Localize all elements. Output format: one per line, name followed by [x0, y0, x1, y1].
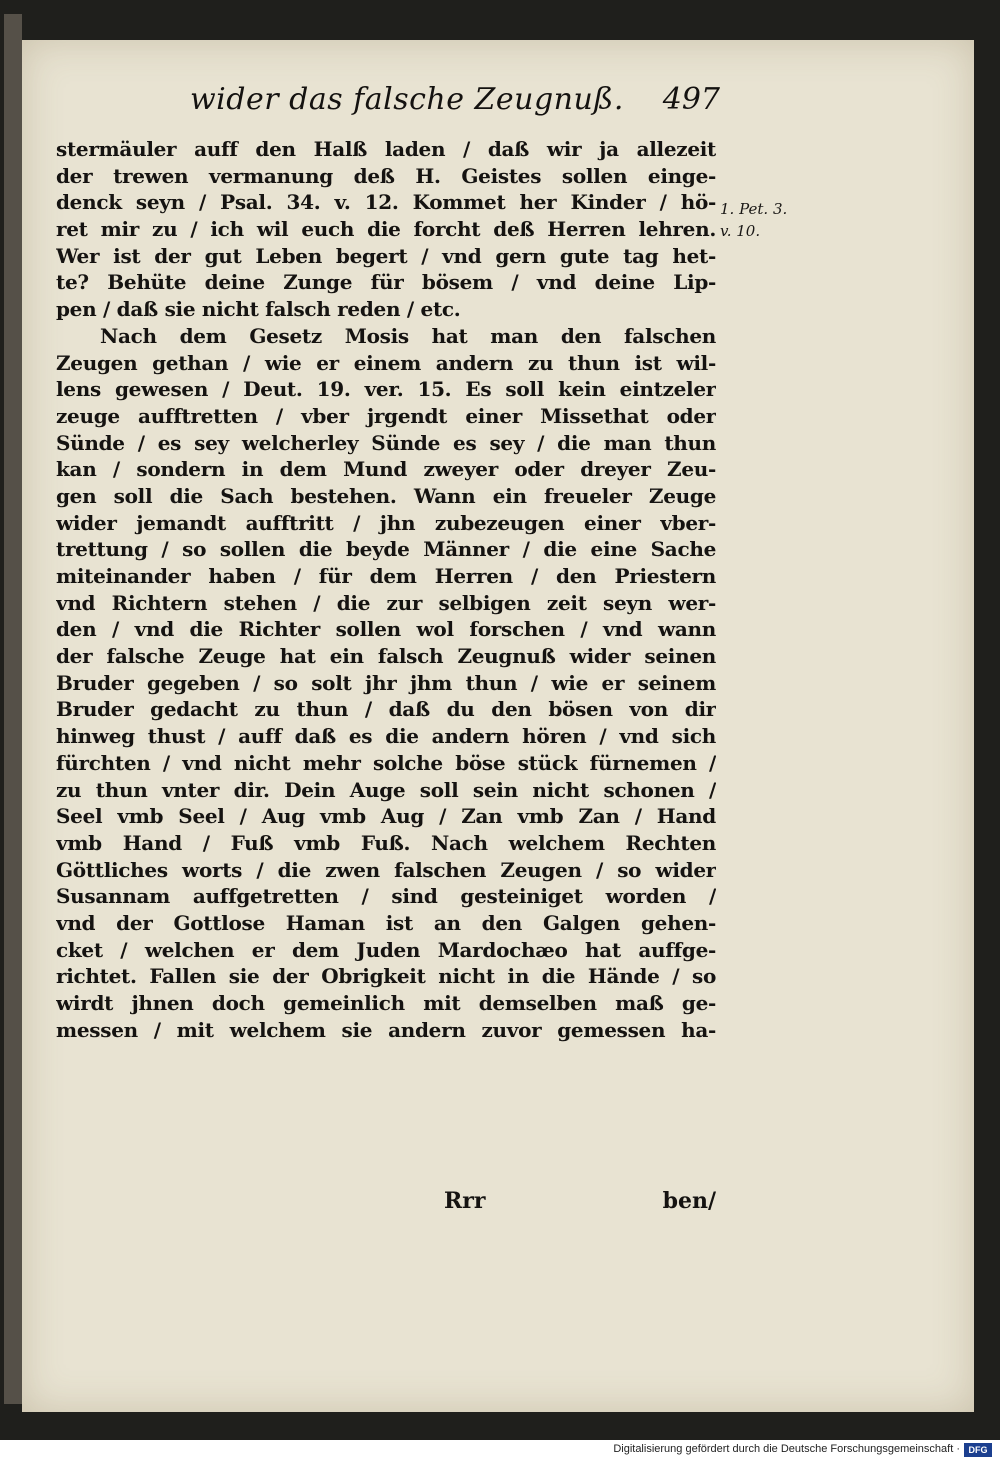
catchword: ben/ [662, 1188, 716, 1214]
funding-credit: Digitalisierung gefördert durch die Deutsche Forschungsgemeinschaft · [613, 1443, 960, 1455]
page-edge [4, 14, 22, 1404]
text-line: denck seyn / Psal. 34. v. 12. Kommet her Kinder / hö- [56, 190, 716, 215]
text-line: vnd der Gottlose Haman ist an den Galgen gehen- [56, 910, 716, 935]
page-number: 497 [662, 82, 720, 117]
text-line: miteinander haben / für dem Herren / den Priestern [56, 564, 716, 588]
text-line: gen soll die Sach bestehen. Wann ein freueler Zeuge [56, 483, 716, 508]
dfg-logo-icon: DFG [964, 1443, 992, 1457]
page-foot [56, 1188, 716, 1218]
text-line: Seel vmb Seel / Aug vmb Aug / Zan vmb Zan / Hand [56, 804, 716, 829]
text-line: vmb Hand / Fuß vmb Fuß. Nach welchem Rechten [56, 830, 716, 855]
text-line: cket / welchen er dem Juden Mardochæo hat auffge- [56, 937, 716, 962]
text-line: der falsche Zeuge hat ein falsch Zeugnuß wider seinen [56, 644, 716, 669]
text-line: messen / mit welchem sie andern zuvor gemessen ha- [56, 1017, 716, 1042]
digitization-footer [0, 1440, 1000, 1461]
text-line: Bruder gegeben / so solt jhr jhm thun / wie er seinem [56, 670, 716, 695]
signature-mark: Rrr [444, 1188, 486, 1214]
text-line: Göttliches worts / die zwen falschen Zeugen / so wider [56, 857, 716, 882]
text-line: wirdt jhnen doch gemeinlich mit demselben maß ge- [56, 991, 716, 1015]
text-line: lens gewesen / Deut. 19. ver. 15. Es soll kein eintzeler [56, 377, 716, 402]
page-header [190, 82, 720, 126]
running-head: wider das falsche Zeugnuß. [190, 82, 624, 117]
text-line: zeuge aufftretten / vber jrgendt einer Missethat oder [56, 403, 716, 428]
text-line: den / vnd die Richter sollen wol forschen / vnd wann [56, 617, 716, 642]
text-line: kan / sondern in dem Mund zweyer oder dreyer Zeu- [56, 457, 716, 482]
text-line: ret mir zu / ich wil euch die forcht deß Herren lehren. [56, 217, 716, 242]
text-line: pen / daß sie nicht falsch reden / etc. [56, 297, 461, 322]
text-line: wider jemandt aufftritt / jhn zubezeugen einer vber- [56, 510, 716, 535]
text-line: te? Behüte deine Zunge für bösem / vnd deine Lip- [56, 270, 716, 295]
marginal-note-line: v. 10. [720, 222, 761, 240]
text-line: hinweg thust / auff daß es die andern hören / vnd sich [56, 724, 716, 749]
text-line: Zeugen gethan / wie er einem andern zu thun ist wil- [56, 350, 716, 375]
text-line: Bruder gedacht zu thun / daß du den bösen von dir [56, 697, 716, 722]
text-line: trettung / so sollen die beyde Männer / die eine Sache [56, 537, 716, 562]
text-line: fürchten / vnd nicht mehr solche böse stück fürnemen / [56, 750, 716, 775]
text-line: Nach dem Gesetz Mosis hat man den falschen [100, 323, 716, 348]
text-line: Sünde / es sey welcherley Sünde es sey / die man thun [56, 430, 716, 455]
marginal-note [720, 198, 792, 242]
body-text [56, 136, 716, 1043]
marginal-note-line: 1. Pet. 3. [720, 200, 788, 218]
text-line: richtet. Fallen sie der Obrigkeit nicht in die Hände / so [56, 964, 716, 989]
text-line: stermäuler auff den Halß laden / daß wir ja allezeit [56, 137, 716, 161]
text-line: Wer ist der gut Leben begert / vnd gern gute tag het- [56, 243, 716, 268]
text-line: Susannam auffgetretten / sind gesteiniget worden / [56, 884, 716, 909]
text-line: vnd Richtern stehen / die zur selbigen zeit seyn wer- [56, 590, 716, 615]
text-line: zu thun vnter dir. Dein Auge soll sein nicht schonen / [56, 777, 716, 802]
text-line: der trewen vermanung deß H. Geistes sollen einge- [56, 163, 716, 188]
